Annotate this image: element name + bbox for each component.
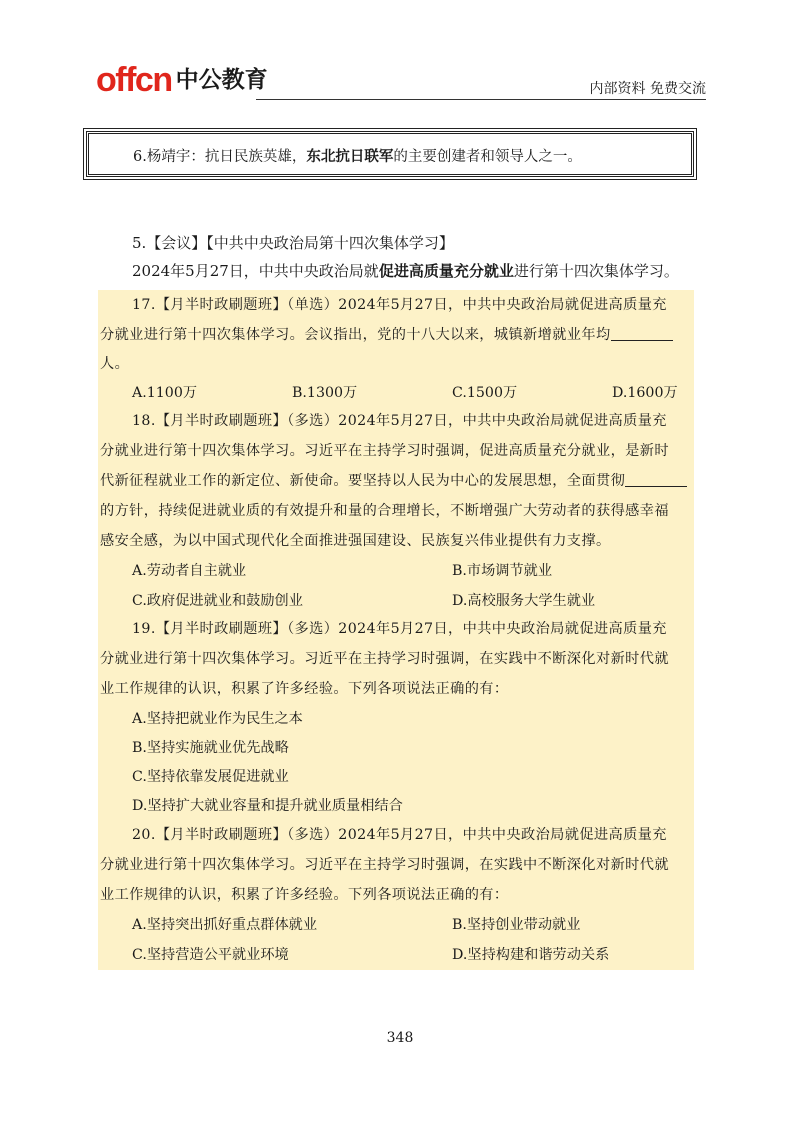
q18-option-b: B.市场调节就业 [452, 563, 553, 579]
q17-line1: 17.【月半时政刷题班】（单选）2024年5月27日，中共中央政治局就促进高质量充 [132, 297, 667, 313]
q17-line3: 人。 [100, 356, 130, 372]
logo-english: offcn [96, 61, 172, 99]
answer-blank [625, 472, 687, 487]
q19-option-b: B.坚持实施就业优先战略 [132, 740, 289, 756]
q20-line3: 业工作规律的认识，积累了许多经验。下列各项说法正确的有： [100, 887, 509, 903]
q19-option-a: A.坚持把就业作为民生之本 [132, 711, 303, 727]
q17-option-a: A.1100万 [132, 385, 198, 401]
q18-option-c: C.政府促进就业和鼓励创业 [132, 593, 303, 609]
q17-line2: 分就业进行第十四次集体学习。会议指出，党的十八大以来，城镇新增就业年均 [100, 324, 673, 344]
q18-option-a: A.劳动者自主就业 [132, 563, 247, 579]
q20-option-c: C.坚持营造公平就业环境 [132, 947, 289, 963]
q20-option-a: A.坚持突出抓好重点群体就业 [132, 917, 318, 933]
questions-panel [98, 290, 694, 970]
q20-option-b: B.坚持创业带动就业 [452, 917, 581, 933]
q17-option-c: C.1500万 [452, 385, 518, 401]
header-rule [256, 99, 706, 100]
q19-line1: 19.【月半时政刷题班】（多选）2024年5月27日，中共中央政治局就促进高质量充 [132, 621, 667, 637]
offcn-logo [96, 62, 268, 98]
q17-option-d: D.1600万 [612, 385, 678, 401]
header-note: 内部资料 免费交流 [589, 81, 706, 97]
boxed-note-text: 6.杨靖宇：抗日民族英雄，东北抗日联军的主要创建者和领导人之一。 [133, 149, 582, 165]
page-header [96, 62, 706, 100]
q18-line2: 分就业进行第十四次集体学习。习近平在主持学习时强调，促进高质量充分就业，是新时 [100, 443, 669, 459]
q20-option-d: D.坚持构建和谐劳动关系 [452, 947, 610, 963]
answer-blank [611, 326, 673, 341]
q20-line2: 分就业进行第十四次集体学习。习近平在主持学习时强调，在实践中不断深化对新时代就 [100, 857, 669, 873]
q19-line3: 业工作规律的认识，积累了许多经验。下列各项说法正确的有： [100, 681, 509, 697]
q17-option-b: B.1300万 [292, 385, 358, 401]
page-number: 348 [386, 1030, 414, 1046]
q18-line4: 的方针，持续促进就业质的有效提升和量的合理增长，不断增强广大劳动者的获得感幸福 [100, 503, 669, 519]
section-title: 5.【会议】【中共中央政治局第十四次集体学习】 [132, 234, 454, 252]
q19-line2: 分就业进行第十四次集体学习。习近平在主持学习时强调，在实践中不断深化对新时代就 [100, 651, 669, 667]
q20-line1: 20.【月半时政刷题班】（多选）2024年5月27日，中共中央政治局就促进高质量充 [132, 827, 667, 843]
q19-option-c: C.坚持依靠发展促进就业 [132, 769, 289, 785]
q19-option-d: D.坚持扩大就业容量和提升就业质量相结合 [132, 798, 403, 814]
boxed-note [86, 131, 694, 177]
q18-line1: 18.【月半时政刷题班】（多选）2024年5月27日，中共中央政治局就促进高质量充 [132, 413, 667, 429]
logo-chinese: 中公教育 [175, 67, 268, 93]
q18-line3: 代新征程就业工作的新定位、新使命。要坚持以人民为中心的发展思想，全面贯彻 [100, 470, 687, 490]
q18-option-d: D.高校服务大学生就业 [452, 593, 596, 609]
section-body: 2024年5月27日，中共中央政治局就促进高质量充分就业进行第十四次集体学习。 [132, 262, 679, 280]
q18-line5: 感安全感，为以中国式现代化全面推进强国建设、民族复兴伟业提供有力支撑。 [100, 533, 611, 549]
